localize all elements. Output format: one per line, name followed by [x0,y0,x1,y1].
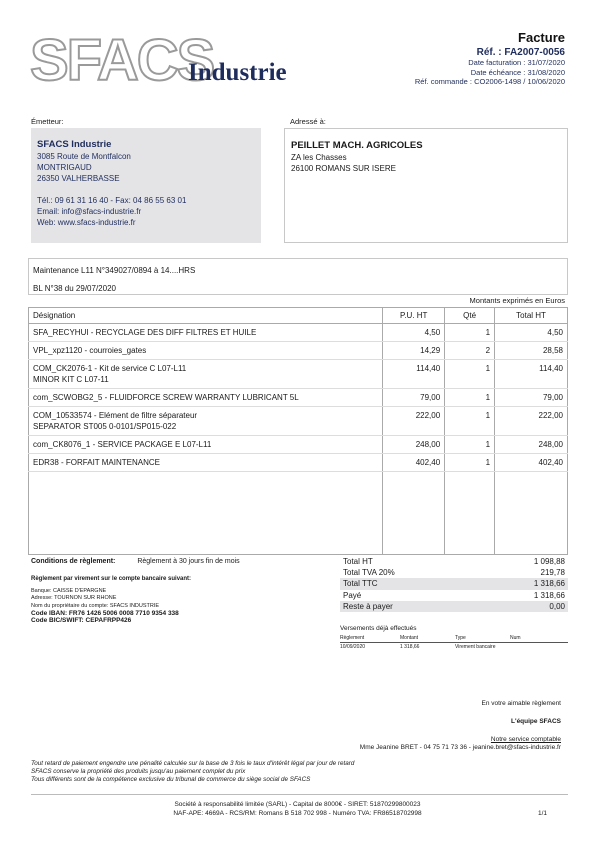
payment-amount: 1 318,66 [400,644,420,650]
item-total: 248,00 [495,436,568,454]
recipient-box [284,128,568,243]
remaining-value: 0,00 [549,601,565,611]
remaining-label: Reste à payer [343,601,393,611]
payments-col-amount: Montant [400,635,419,641]
table-filler-cell [29,472,383,555]
payment-date: 10/09/2020 [340,644,366,650]
item-total: 114,40 [495,360,568,389]
item-total: 28,58 [495,342,568,360]
company-logo [28,28,328,90]
issuer-phone: Tél.: 09 61 31 16 40 - Fax: 04 86 55 63 01 [37,196,187,205]
paid-value: 1 318,66 [533,590,565,600]
item-unit-price: 248,00 [383,436,445,454]
bank-heading: Règlement par virement sur le compte bancaire suivant: [31,576,192,582]
conditions-value: Règlement à 30 jours fin de mois [137,558,240,565]
paid-row [340,590,568,601]
footer-line-1: Société à responsabilité limitée (SARL) - Capital de 8000€ - SIRET: 51870299800023 [174,801,421,808]
payment-row [340,644,568,650]
footer-divider [31,794,568,795]
item-description: EDR38 - FORFAIT MAINTENANCE [33,458,160,467]
item-qty: 2 [445,342,495,360]
table-row [29,342,568,360]
invoice-title: Facture [518,30,565,45]
notes-box [28,258,568,295]
footer [0,800,595,818]
item-total: 402,40 [495,454,568,472]
item-qty: 1 [445,324,495,342]
table-row [29,454,568,472]
table-row [29,389,568,407]
item-qty: 1 [445,407,495,436]
recipient-label: Adressé à: [290,117,326,126]
item-designation [29,436,383,454]
issuer-address-2: MONTRIGAUD [37,163,92,172]
col-total: Total HT [495,308,568,324]
item-designation [29,342,383,360]
table-header [29,308,568,324]
item-designation [29,360,383,389]
bank-details [31,576,311,624]
item-qty: 1 [445,436,495,454]
logo-subtitle: Industrie [188,59,287,86]
total-tva-row [340,567,568,578]
table-row [29,407,568,436]
item-designation [29,324,383,342]
payments-col-type: Type [455,635,466,641]
item-description-detail: SEPARATOR ST005 0-0101/SP015-022 [33,422,177,431]
bank-address: Adresse: TOURNON SUR RHONE [31,595,117,602]
table-filler-cell [495,472,568,555]
footer-line-2: NAF-APE: 4669A - RCS/RM: Romans B 518 702 998 - Numéro TVA: FR86518702998 [173,810,422,817]
col-qty: Qté [445,308,495,324]
issuer-web: Web: www.sfacs-industrie.fr [37,218,136,227]
total-ttc-row [340,578,568,589]
bank-iban: Code IBAN: FR76 1426 5006 0008 7710 9354 338 [31,609,179,617]
payments-title: Versements déjà effectués [340,625,417,632]
bank-bic: Code BIC/SWIFT: CEPAFRPP426 [31,617,132,625]
table-row [29,360,568,389]
item-total: 79,00 [495,389,568,407]
note-maintenance: Maintenance L11 N°349027/0894 à 14....HRS [33,266,196,275]
item-designation [29,389,383,407]
total-tva-value: 219,78 [540,568,565,578]
closing-greeting: En votre aimable règlement [481,700,561,707]
issuer-label: Émetteur: [31,117,64,126]
item-total: 4,50 [495,324,568,342]
recipient-address-2: 26100 ROMANS SUR ISERE [291,164,396,173]
item-description-detail: MINOR KIT C L07-11 [33,375,109,384]
item-qty: 1 [445,360,495,389]
total-ttc-value: 1 318,66 [533,579,565,589]
item-unit-price: 402,40 [383,454,445,472]
table-filler-row [29,472,568,555]
item-unit-price: 79,00 [383,389,445,407]
issuer-email: Email: info@sfacs-industrie.fr [37,207,142,216]
item-designation [29,407,383,436]
recipient-name: PEILLET MACH. AGRICOLES [291,140,423,151]
payments-col-num: Num [510,635,521,641]
table-filler-cell [383,472,445,555]
item-unit-price: 114,40 [383,360,445,389]
total-ht-label: Total HT [343,557,373,566]
legal-line-3: Tous différents sont de la compétence exclusive du tribunal de commerce du siège social de SFACS [31,776,311,783]
total-ht-value: 1 098,88 [533,557,565,566]
logo-wordmark: SFACS [30,28,214,90]
item-qty: 1 [445,389,495,407]
payments-col-date: Règlement [340,635,365,641]
invoice-ref: Réf. : FA2007-0056 [476,47,565,58]
conditions-label: Conditions de règlement: [31,558,116,565]
recipient-address-1: ZA les Chasses [291,153,347,162]
item-description: COM_10533574 - Elément de filtre séparateur [33,411,198,420]
item-description: com_CK8076_1 - SERVICE PACKAGE E L07-L11 [33,440,212,449]
col-unit-price: P.U. HT [383,308,445,324]
issuer-address-1: 3085 Route de Montfalcon [37,152,131,161]
payment-type: Virement bancaire [455,644,496,650]
payment-num [510,644,568,650]
item-unit-price: 4,50 [383,324,445,342]
item-unit-price: 222,00 [383,407,445,436]
table-row [29,436,568,454]
closing-service: Notre service comptable [490,736,561,743]
item-description: COM_CK2076-1 - Kit de service C L07-L11 [33,364,187,373]
invoice-due-date: Date échéance : 31/08/2020 [470,67,565,77]
totals-box [340,556,568,612]
issuer-name: SFACS Industrie [37,139,112,150]
total-ht-row [340,556,568,567]
item-unit-price: 14,29 [383,342,445,360]
legal-notice [31,760,354,784]
issuer-address-3: 26350 VALHERBASSE [37,174,120,183]
remaining-row [340,601,568,612]
bank-owner: Nom du propriétaire du compte: SFACS INDUSTRIE [31,602,160,609]
legal-line-1: Tout retard de paiement engendre une pénalité calculée sur la base de 3 fois le taux d'intérêt légal par jour de retard [31,760,355,767]
issuer-box [31,128,261,243]
table-filler-cell [445,472,495,555]
closing-contact: Mme Jeanine BRET - 04 75 71 73 36 - jeanine.bret@sfacs-industrie.fr [359,744,561,751]
table-row [29,324,568,342]
legal-line-2: SFACS conserve la propriété des produits jusqu'au paiement complet du prix [31,768,246,775]
item-description: com_SCWOBG2_5 - FLUIDFORCE SCREW WARRANTY LUBRICANT 5L [33,393,299,402]
total-ttc-label: Total TTC [343,579,378,589]
item-designation [29,454,383,472]
payments-box [340,625,568,650]
invoice-header [415,30,565,87]
currency-note: Montants exprimés en Euros [469,296,565,305]
total-tva-label: Total TVA 20% [343,568,395,578]
closing-team: L'équipe SFACS [511,718,561,725]
item-description: VPL_xpz1120 - courroies_gates [33,346,147,355]
item-total: 222,00 [495,407,568,436]
invoice-date: Date facturation : 31/07/2020 [468,58,565,67]
payments-header [340,635,568,643]
note-delivery: BL N°38 du 29/07/2020 [33,284,116,293]
items-table [28,307,568,555]
paid-label: Payé [343,590,362,600]
item-description: SFA_RECYHUI - RECYCLAGE DES DIFF FILTRES ET HUILE [33,328,257,337]
col-designation: Désignation [29,308,383,324]
item-qty: 1 [445,454,495,472]
bank-name: Banque: CAISSE D'EPARGNE [31,588,107,595]
page-number: 1/1 [537,810,547,817]
order-ref: Réf. commande : CO2006-1498 / 10/06/2020 [414,77,565,87]
payment-conditions [31,558,240,565]
